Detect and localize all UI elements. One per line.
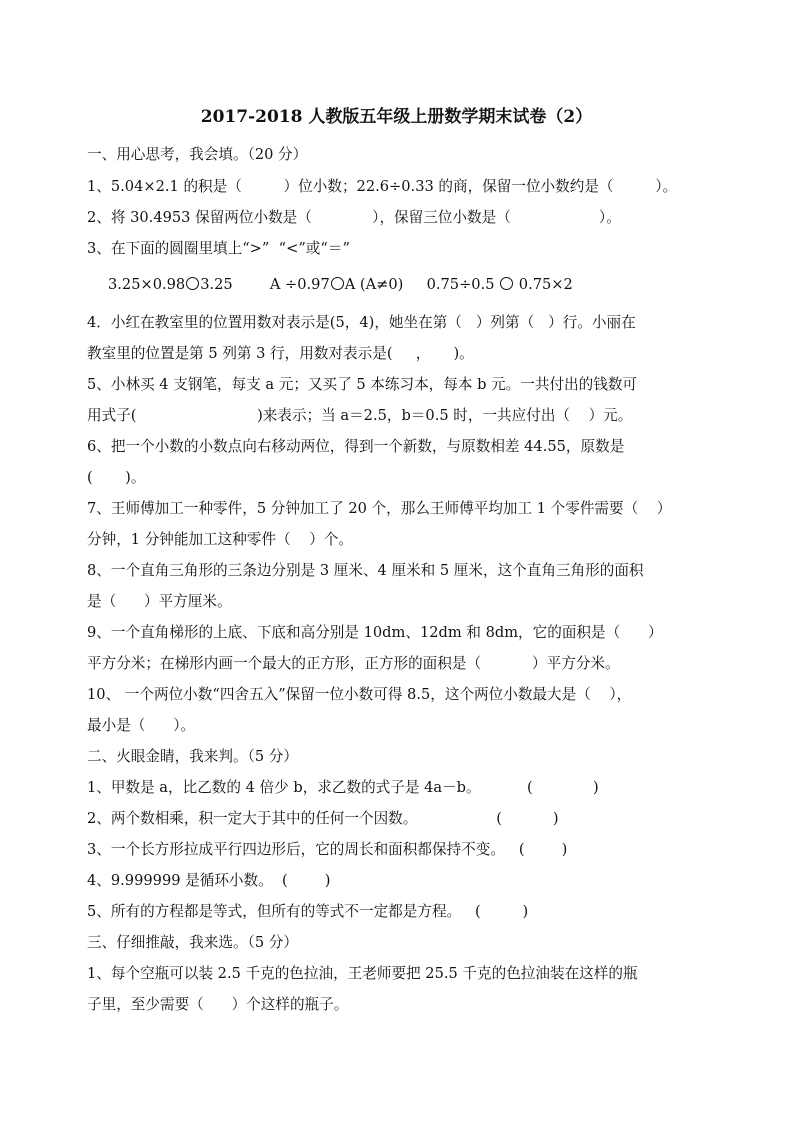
section-1-heading: 一、用心思考，我会填。（20 分）	[87, 146, 308, 163]
question-1-8-line-1: 8、一个直角三角形的三条边分别是 3 厘米、4 厘米和 5 厘米，这个直角三角形的面积	[87, 562, 644, 579]
question-1-10-line-1: 10、 一个两位小数“四舍五入”保留一位小数可得 8.5，这个两位小数最大是（ ），	[87, 686, 632, 703]
question-1-6-line-2: ( )。	[87, 469, 146, 486]
page-title: 2017-2018 人教版五年级上册数学期末试卷（2）	[200, 107, 593, 127]
compare-a-left: 3.25×0.98	[108, 276, 186, 293]
compare-b-left: A ÷0.97	[269, 276, 330, 293]
compare-c-left: 0.75÷0.5	[426, 276, 500, 293]
question-1-3: 3、在下面的圆圈里填上“>” “<”或“＝”	[87, 240, 350, 257]
question-2-3: 3、一个长方形拉成平行四边形后，它的周长和面积都保持不变。 ( )	[87, 841, 568, 858]
question-1-10-line-2: 最小是（ ）。	[87, 717, 196, 734]
question-1-9-line-1: 9、一个直角梯形的上底、下底和高分别是 10dm、12dm 和 8dm，它的面积是（ ）	[87, 624, 663, 641]
compare-b-right: A (A≠0)	[344, 276, 404, 293]
question-1-1: 1、5.04×2.1 的积是（ ）位小数；22.6÷0.33 的商，保留一位小数约是（ ）。	[87, 178, 678, 195]
question-1-9-line-2: 平方分米；在梯形内画一个最大的正方形，正方形的面积是（ ）平方分米。	[87, 655, 620, 672]
answer-circle-icon[interactable]	[500, 277, 513, 290]
question-1-7-line-2: 分钟，1 分钟能加工这种零件（ ）个。	[87, 531, 353, 548]
question-1-4-line-1: 4．小红在教室里的位置用数对表示是(5，4)，她坐在第（ ）列第（ ）行。小丽在	[87, 314, 636, 331]
question-1-5-line-2: 用式子( )来表示；当 a＝2.5，b＝0.5 时，一共应付出（ ）元。	[87, 407, 633, 424]
answer-circle-icon[interactable]	[186, 277, 199, 290]
section-2-heading: 二、火眼金睛，我来判。（5 分）	[87, 748, 298, 765]
question-1-6-line-1: 6、把一个小数的小数点向右移动两位，得到一个新数，与原数相差 44.55，原数是	[87, 438, 625, 455]
answer-circle-icon[interactable]	[331, 277, 344, 290]
question-1-2: 2、将 30.4953 保留两位小数是（ ），保留三位小数是（ ）。	[87, 209, 621, 226]
question-2-4: 4、9.999999 是循环小数。 ( )	[87, 872, 331, 889]
question-1-4-line-2: 教室里的位置是第 5 列第 3 行，用数对表示是( ， )。	[87, 345, 474, 362]
compare-a-right: 3.25	[200, 276, 233, 293]
question-2-2: 2、两个数相乘，积一定大于其中的任何一个因数。 ( )	[87, 810, 559, 827]
compare-c-right: 0.75×2	[514, 276, 573, 293]
question-1-3-comparisons	[108, 275, 573, 295]
question-1-8-line-2: 是（ ）平方厘米。	[87, 593, 232, 610]
question-1-7-line-1: 7、王师傅加工一种零件，5 分钟加工了 20 个，那么王师傅平均加工 1 个零件需要（ ）	[87, 500, 672, 517]
question-2-5: 5、所有的方程都是等式，但所有的等式不一定都是方程。 ( )	[87, 903, 529, 920]
question-3-1-line-1: 1、每个空瓶可以装 2.5 千克的色拉油，王老师要把 25.5 千克的色拉油装在这样的瓶	[87, 965, 638, 982]
question-1-5-line-1: 5、小林买 4 支钢笔，每支 a 元；又买了 5 本练习本，每本 b 元。一共付出的钱数可	[87, 376, 638, 393]
section-3-heading: 三、仔细推敲，我来选。（5 分）	[87, 934, 298, 951]
question-2-1: 1、甲数是 a，比乙数的 4 倍少 b，求乙数的式子是 4a－b。 ( )	[87, 779, 599, 796]
question-3-1-line-2: 子里，至少需要（ ）个这样的瓶子。	[87, 996, 349, 1013]
